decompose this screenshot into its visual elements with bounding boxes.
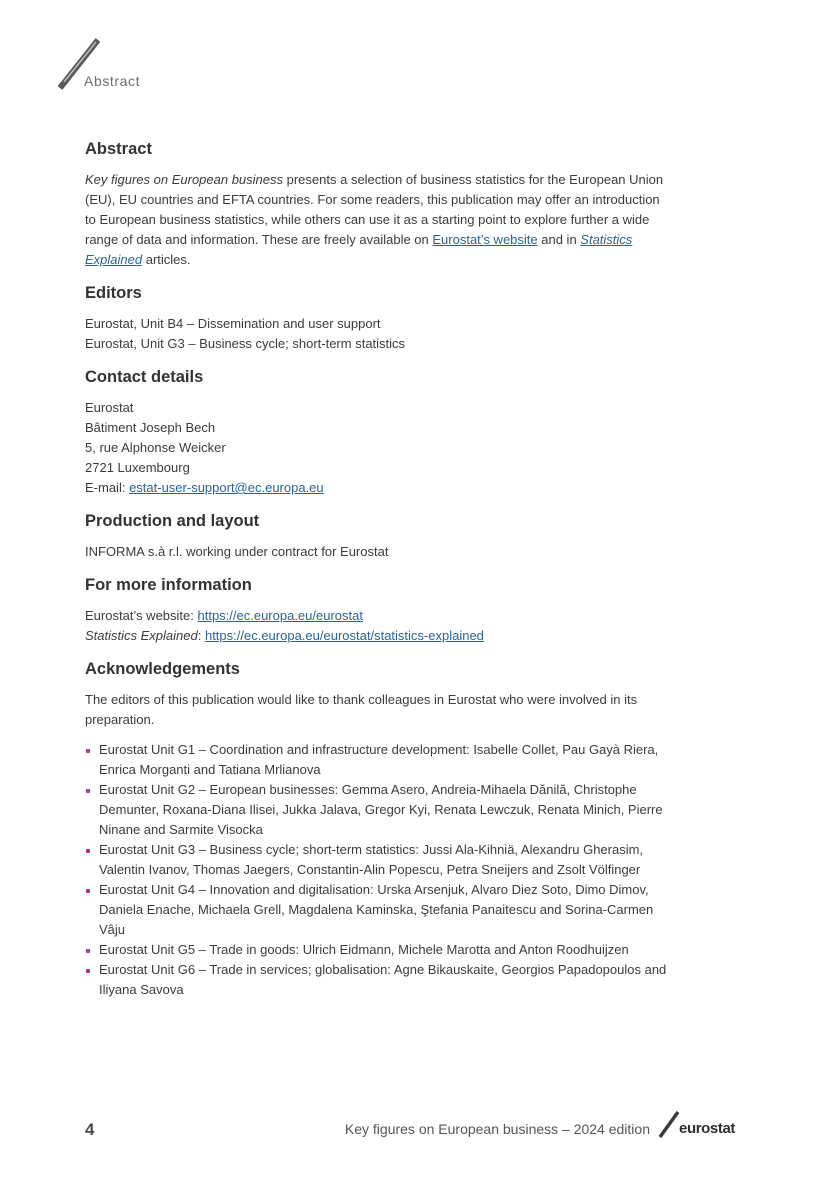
statistics-explained-link-cont[interactable]: Explained bbox=[85, 252, 143, 267]
logo-slash-icon bbox=[657, 1110, 681, 1140]
ack-intro: The editors of this publication would like to thank colleagues in Eurostat who were involved in its bbox=[85, 692, 638, 707]
list-item: Eurostat Unit G1 – Coordination and infrastructure development: Isabelle Collet, Pau Gayà Riera, Enrica Morganti and Tatiana Mrlianova bbox=[85, 740, 681, 780]
page-content bbox=[85, 138, 681, 1012]
abstract-heading: Abstract bbox=[85, 140, 152, 158]
contact-line: Bâtiment Joseph Bech bbox=[85, 420, 216, 435]
production-text: INFORMA s.à r.l. working under contract for Eurostat bbox=[85, 544, 389, 559]
editors-heading: Editors bbox=[85, 284, 142, 302]
email-label: E-mail: bbox=[85, 480, 130, 495]
list-item: Eurostat Unit G5 – Trade in goods: Ulrich Eidmann, Michele Marotta and Anton Roodhuijzen bbox=[85, 940, 681, 960]
website-label: Eurostat’s website: bbox=[85, 608, 198, 623]
explained-label: Statistics Explained bbox=[85, 628, 198, 643]
footer-publication-title: Key figures on European business – 2024 edition bbox=[344, 1121, 650, 1137]
acknowledgements-heading: Acknowledgements bbox=[85, 660, 240, 678]
eurostat-website-link[interactable]: Eurostat’s website bbox=[432, 232, 538, 247]
list-item: Eurostat Unit G4 – Innovation and digitalisation: Urska Arsenjuk, Alvaro Diez Soto, Dimo Dimov, Daniela Enache, Michaela Grell, Magdalena Kaminska, Ştefania Panaitescu and Sorina-Carmen Vâju bbox=[85, 880, 681, 940]
abstract-text: Key figures on European business presents a selection of business statistics for the European Union (EU), EU countries and EFTA countries. For some readers, this publication may offer an introduction to European business statistics, while others can use it as a starting point to explore further a wide range of data and information. These are freely available on Eurostat’s website and in Statistics Explained articles. bbox=[85, 172, 664, 267]
contact-line: 5, rue Alphonse Weicker bbox=[85, 440, 226, 455]
logo-text: eurostat bbox=[679, 1120, 735, 1137]
ack-intro: preparation. bbox=[85, 712, 155, 727]
ack-list bbox=[85, 740, 681, 1000]
acknowledgements-section bbox=[85, 658, 681, 1000]
abstract-section bbox=[85, 138, 681, 270]
contact-line: Eurostat bbox=[85, 400, 134, 415]
list-item: Eurostat Unit G3 – Business cycle; short-term statistics: Jussi Ala-Kihniä, Alexandru Gherasim, Valentin Ivanov, Thomas Jaegers, Constantin-Alin Popescu, Petra Sneijers and Zsolt Völfinger bbox=[85, 840, 681, 880]
contact-line: 2721 Luxembourg bbox=[85, 460, 190, 475]
page-number: 4 bbox=[85, 1120, 95, 1139]
list-item: Eurostat Unit G2 – European businesses: Gemma Asero, Andreia-Mihaela Dănilă, Christophe Demunter, Roxana-Diana Ilisei, Jukka Jalava, Gregor Kyi, Renata Lewczuk, Renata Minich, Pierre Ninane and Sarmite Visocka bbox=[85, 780, 681, 840]
production-section bbox=[85, 510, 681, 562]
statistics-explained-link[interactable]: Statistics bbox=[580, 232, 633, 247]
editor-line: Eurostat, Unit B4 – Dissemination and user support bbox=[85, 316, 381, 331]
running-head: Abstract bbox=[84, 73, 141, 89]
website-url-link[interactable]: https://ec.europa.eu/eurostat bbox=[197, 608, 363, 623]
eurostat-logo bbox=[657, 1110, 749, 1140]
more-info-heading: For more information bbox=[85, 576, 252, 594]
editor-line: Eurostat, Unit G3 – Business cycle; short-term statistics bbox=[85, 336, 406, 351]
explained-url-link[interactable]: https://ec.europa.eu/eurostat/statistics-explained bbox=[204, 628, 484, 643]
more-info-section: For more information Eurostat’s website: https://ec.europa.eu/eurostat Statistics Explained: https://ec.europa.eu/eurostat/statistics-explained bbox=[85, 574, 681, 646]
contact-section bbox=[85, 366, 681, 498]
email-link[interactable]: estat-user-support@ec.europa.eu bbox=[129, 480, 324, 495]
publication-title: Key figures on European business bbox=[85, 172, 284, 187]
list-item: Eurostat Unit G6 – Trade in services; globalisation: Agne Bikauskaite, Georgios Papadopoulos and Iliyana Savova bbox=[85, 960, 681, 1000]
contact-heading: Contact details bbox=[85, 368, 204, 386]
production-heading: Production and layout bbox=[85, 512, 260, 530]
editors-section bbox=[85, 282, 681, 354]
